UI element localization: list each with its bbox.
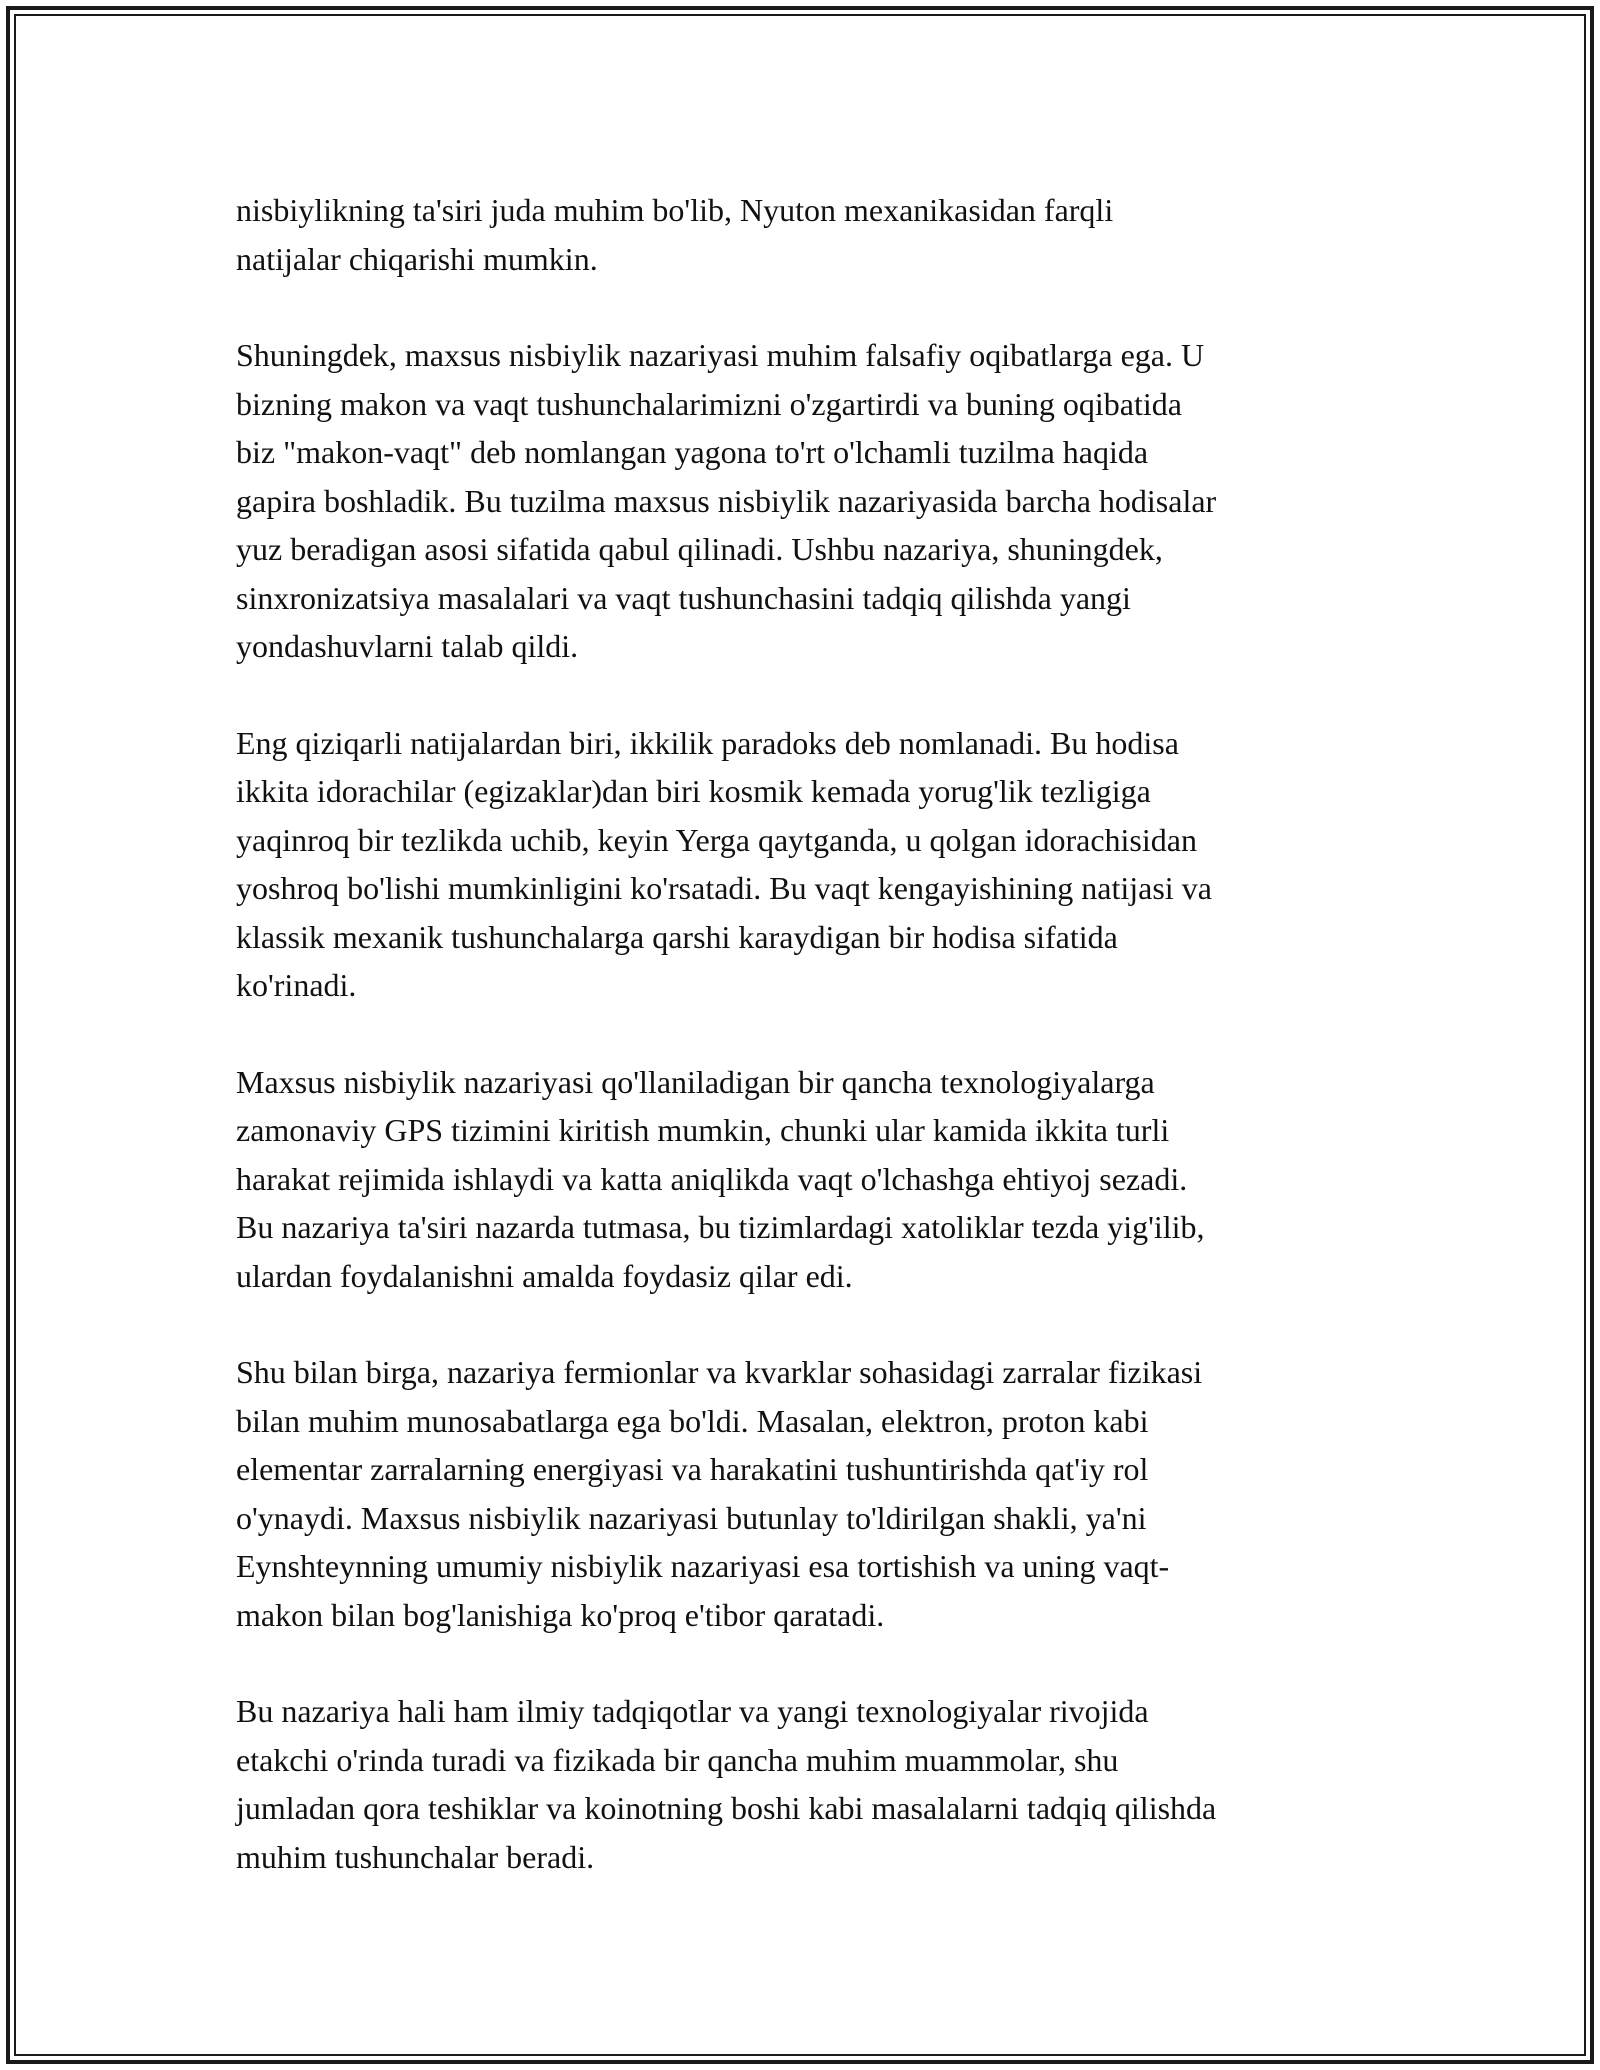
paragraph-3: Eng qiziqarli natijalardan biri, ikkilik paradoks deb nomlanadi. Bu hodisa ikkita idorachilar (egizaklar)dan biri kosmik kemada yorug'lik tezligiga yaqinroq bir tezlikda uchib, keyin Yerga qaytganda, u qolgan idorachisidan yoshroq bo'lishi mumkinligini ko'rsatadi. Bu vaqt kengayishining natijasi va klassik mexanik tushunchalarga qarshi karaydigan bir hodisa sifatida ko'rinadi.	[236, 724, 1212, 1003]
paragraph-6: Bu nazariya hali ham ilmiy tadqiqotlar va yangi texnologiyalar rivojida etakchi o'rinda turadi va fizikada bir qancha muhim muammolar, shu jumladan qora teshiklar va koinotning boshi kabi masalalarni tadqiq qilishda muhim tushunchalar beradi.	[236, 1693, 1217, 1875]
paragraph-4: Maxsus nisbiylik nazariyasi qo'llaniladigan bir qancha texnologiyalarga zamonaviy GPS tizimini kiritish mumkin, chunki ular kamida ikkita turli harakat rejimida ishlaydi va katta aniqlikda vaqt o'lchashga ehtiyoj sezadi. Bu nazariya ta'siri nazarda tutmasa, bu tizimlardagi xatoliklar tezda yig'ilib, ulardan foydalanishni amalda foydasiz qilar edi.	[236, 1063, 1205, 1294]
document-body	[236, 186, 1366, 1881]
paragraph-1: nisbiylikning ta'siri juda muhim bo'lib, Nyuton mexanikasidan farqli natijalar chiqarishi mumkin.	[236, 192, 1114, 277]
paragraph-5: Shu bilan birga, nazariya fermionlar va kvarklar sohasidagi zarralar fizikasi bilan muhim munosabatlarga ega bo'ldi. Masalan, elektron, proton kabi elementar zarralarning energiyasi va harakatini tushuntirishda qat'iy rol o'ynaydi. Maxsus nisbiylik nazariyasi butunlay to'ldirilgan shakli, ya'ni Eynshteynning umumiy nisbiylik nazariyasi esa tortishish va uning vaqt- makon bilan bog'lanishiga ko'proq e'tibor qaratadi.	[236, 1354, 1203, 1633]
paragraph-2: Shuningdek, maxsus nisbiylik nazariyasi muhim falsafiy oqibatlarga ega. U bizning makon va vaqt tushunchalarimizni o'zgartirdi va buning oqibatida biz "makon-vaqt" deb nomlangan yagona to'rt o'lchamli tuzilma haqida gapira boshladik. Bu tuzilma maxsus nisbiylik nazariyasida barcha hodisalar yuz beradigan asosi sifatida qabul qilinadi. Ushbu nazariya, shuningdek, sinxronizatsiya masalalari va vaqt tushunchasini tadqiq qilishda yangi yondashuvlarni talab qildi.	[236, 337, 1217, 664]
